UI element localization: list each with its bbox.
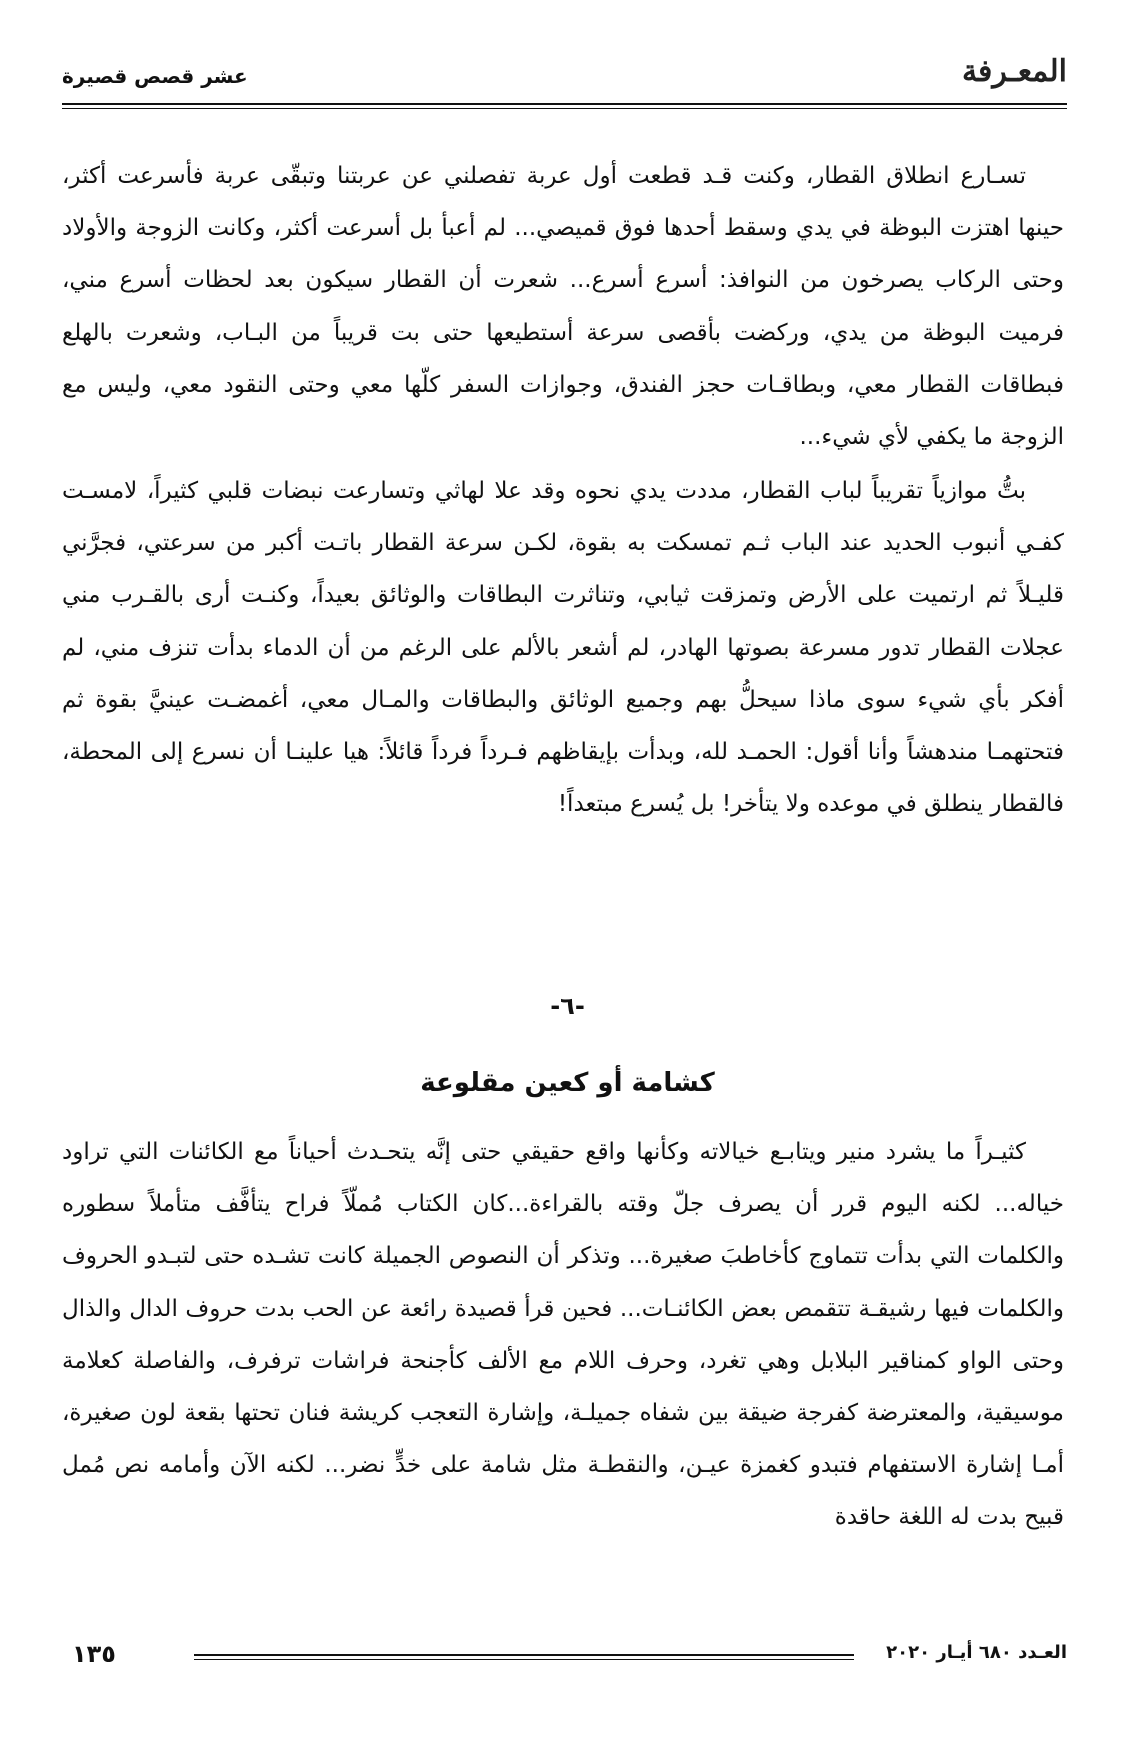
issue-info: العـدد ٦٨٠ أيـار ٢٠٢٠ [886, 1642, 1067, 1663]
page-number: ١٣٥ [72, 1640, 116, 1668]
section-number: -٦- [550, 992, 585, 1020]
paragraph: تسـارع انطلاق القطار، وكنت قـد قطعت أول عربة تفصلني عن عربتنا وتبقّى عربة فأسرعت أكثر، حينها اهتزت البوظة في يدي وسقط أحدها فوق قميصي... لم أعبأ بل أسرعت أكثر، وكانت الزوجة والأولاد وحتى الركاب يصرخون من النوافذ: أسرع أسرع... شعرت أن القطار سيكون بعد لحظات أسرع مني، فرميت البوظة من يدي، وركضت بأقصى سرعة أستطيعها حتى بت قريباً من البـاب، وشعرت بالهلع فبطاقات القطار معي، وبطاقـات حجز الفندق، وجوازات السفر كلّها معي وحتى النقود معي، وليس مع الزوجة ما يكفي لأي شيء... [62, 163, 1064, 451]
magazine-logo: المعـرفة [961, 54, 1067, 89]
page-header [62, 50, 1067, 110]
section-title: كشامة أو كعين مقلوعة [420, 1068, 715, 1098]
header-rule [62, 103, 1067, 105]
running-title: عشر قصص قصيرة [62, 64, 248, 88]
page-footer [62, 1640, 1067, 1680]
paragraph: كثيـراً ما يشرد منير ويتابـع خيالاته وكأنها واقع حقيقي حتى إنَّه يتحـدث أحياناً مع الكائنات التي تراود خياله... لكنه اليوم قرر أن يصرف جلّ وقته بالقراءة...كان الكتاب مُملّاً فراح يتأفَّف متأملاً سطوره والكلمات التي بدأت تتماوج كأخاطبَ صغيرة... وتذكر أن النصوص الجميلة كانت تشـده حتى لتبـدو الحروف والكلمات فيها رشيقـة تتقمص بعض الكائنـات... فحين قرأ قصيدة رائعة عن الحب بدت حروف الدال والذال وحتى الواو كمناقير البلابل وهي تغرد، وحرف اللام مع الألف كأجنحة فراشات ترفرف، والفاصلة كعلامة موسيقية، والمعترضة كفرجة ضيقة بين شفاه جميلـة، وإشارة التعجب كريشة فنان تحتها بقعة لون صغيرة، أمـا إشارة الاستفهام فتبدو كغمزة عيـن، والنقطـة مثل شامة على خدٍّ نضر... لكنه الآن وأمامه نص مُمل قبيح بدت له اللغة حاقدة [62, 1139, 1064, 1531]
story-text-block-3 [62, 1126, 1064, 1544]
footer-rule-thin [194, 1659, 854, 1660]
footer-rule [194, 1654, 854, 1656]
header-rule-thin [62, 108, 1067, 109]
story-text-block-1 [62, 150, 1064, 463]
paragraph: بتُّ موازياً تقريباً لباب القطار، مددت يدي نحوه وقد علا لهاثي وتسارعت نبضات قلبي كثيراً، لامسـت كفـي أنبوب الحديد عند الباب ثـم تمسكت به بقوة، لكـن سرعة القطار باتـت أكبر من سرعتي، فجرَّني قليـلاً ثم ارتميت على الأرض وتمزقت ثيابي، وتناثرت البطاقات والوثائق بعيداً، وكنـت أرى بالقـرب مني عجلات القطار تدور مسرعة بصوتها الهادر، لم أشعر بالألم على الرغم من أن الدماء بدأت تنزف مني، لم أفكر بأي شيء سوى ماذا سيحلُّ بهم وجميع الوثائق والبطاقات والمـال معي، أغمضـت عينيَّ بقوة ثم فتحتهمـا مندهشاً وأنا أقول: الحمـد لله، وبدأت بإيقاظهم فـرداً فرداً قائلاً: هيا علينـا أن نسرع إلى المحطة، فالقطار ينطلق في موعده ولا يتأخر! بل يُسرع مبتعداً! [62, 478, 1064, 818]
story-text-block-2 [62, 465, 1064, 830]
